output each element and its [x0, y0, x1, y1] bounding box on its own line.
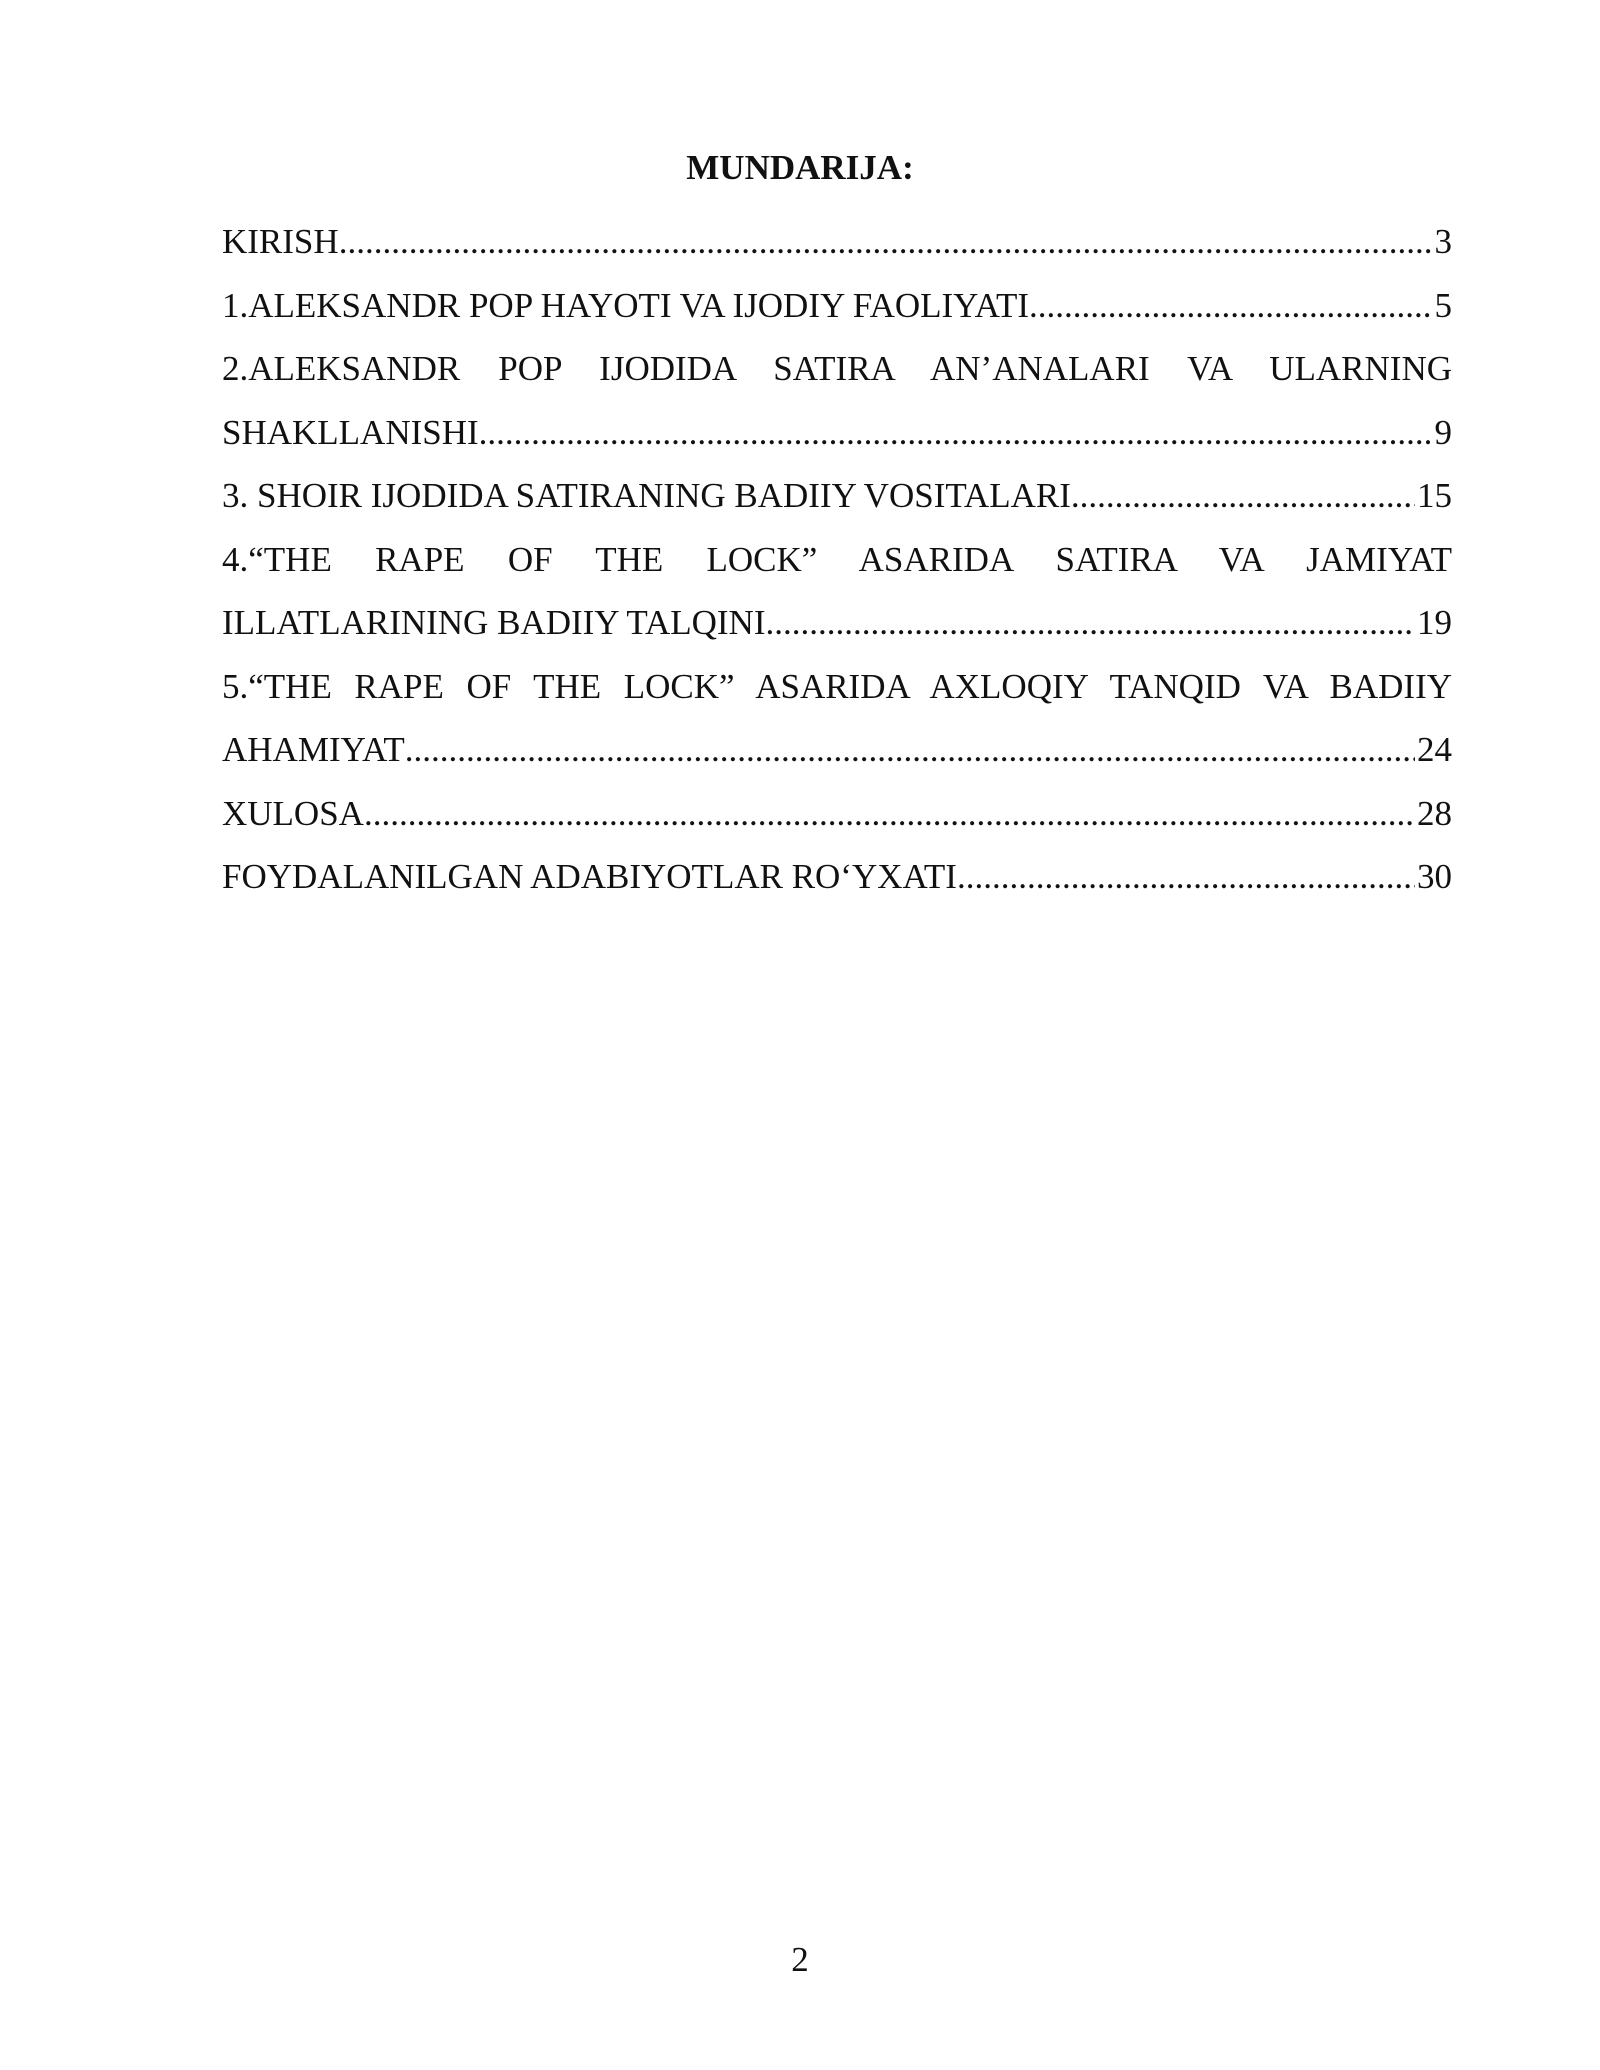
- table-of-contents: [222, 210, 1452, 909]
- toc-title: MUNDARIJA:: [686, 148, 914, 187]
- toc-page-number: 3: [1434, 222, 1452, 261]
- dot-leader: [364, 782, 1415, 846]
- toc-entry-title-line: 4.“THE RAPE OF THE LOCK” ASARIDA SATIRA VA JAMIYAT: [222, 539, 1452, 579]
- toc-entry-chapter-5[interactable]: [222, 655, 1452, 782]
- toc-page-number: 24: [1417, 730, 1452, 769]
- dot-leader: [479, 401, 1433, 465]
- toc-entry-title-line: 5.“THE RAPE OF THE LOCK” ASARIDA AXLOQIY TANQID VA BADIIY: [222, 666, 1452, 706]
- toc-entry-title: SHAKLLANISHI: [222, 412, 479, 452]
- toc-entry-chapter-4[interactable]: [222, 528, 1452, 655]
- toc-page-number: 30: [1417, 857, 1452, 896]
- toc-entry-title-line: 2.ALEKSANDR POP IJODIDA SATIRA AN’ANALARI VA ULARNING: [222, 349, 1452, 388]
- toc-entry-kirish[interactable]: [222, 210, 1452, 274]
- toc-entry-title: AHAMIYAT: [222, 730, 405, 769]
- toc-entry-title: XULOSA: [222, 793, 364, 833]
- toc-page-number: 9: [1434, 412, 1452, 452]
- toc-page-number: 28: [1417, 793, 1452, 833]
- toc-page-number: 15: [1417, 476, 1452, 515]
- toc-entry-title: FOYDALANILGAN ADABIYOTLAR RO‘YXATI: [222, 857, 957, 896]
- toc-entry-title: 3. SHOIR IJODIDA SATIRANING BADIIY VOSITALARI: [222, 476, 1071, 515]
- toc-entry-line: [222, 591, 1452, 655]
- dot-leader: [957, 845, 1415, 909]
- dot-leader: [339, 210, 1433, 274]
- dot-leader: [765, 591, 1415, 655]
- toc-entry-line: [222, 274, 1452, 338]
- toc-entry-xulosa[interactable]: [222, 782, 1452, 846]
- toc-entry-title: KIRISH: [222, 222, 339, 261]
- toc-entry-line: [222, 845, 1452, 909]
- toc-entry-line: [222, 210, 1452, 274]
- toc-entry-chapter-2[interactable]: [222, 337, 1452, 464]
- toc-entry-references[interactable]: [222, 845, 1452, 909]
- toc-page-number: 19: [1417, 603, 1452, 642]
- toc-entry-line: [222, 401, 1452, 465]
- toc-entry-chapter-3[interactable]: [222, 464, 1452, 528]
- toc-entry-line: [222, 718, 1452, 782]
- toc-entry-chapter-1[interactable]: [222, 274, 1452, 338]
- dot-leader: [1071, 464, 1415, 528]
- page-number: 2: [791, 1940, 809, 1979]
- toc-entry-line: [222, 782, 1452, 846]
- toc-entry-title: ILLATLARINING BADIIY TALQINI: [222, 603, 766, 642]
- toc-page-number: 5: [1434, 285, 1452, 325]
- toc-entry-line: [222, 464, 1452, 528]
- dot-leader: [1029, 274, 1433, 338]
- dot-leader: [405, 718, 1415, 782]
- toc-entry-title: 1.ALEKSANDR POP HAYOTI VA IJODIY FAOLIYATI: [222, 285, 1029, 325]
